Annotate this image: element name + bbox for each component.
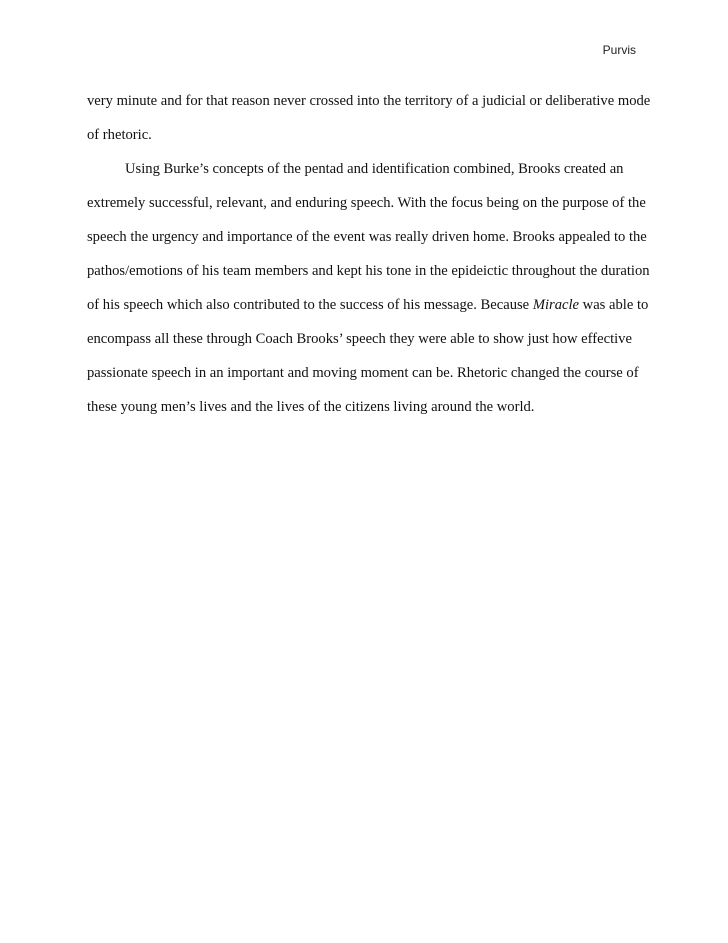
text-line-with-italic bbox=[87, 288, 649, 322]
document-body bbox=[87, 84, 649, 424]
text-line: very minute and for that reason never crossed into the territory of a judicial or deliberative mode bbox=[87, 93, 651, 109]
text-segment: was able to bbox=[579, 297, 649, 313]
text-line: speech the urgency and importance of the event was really driven home. Brooks appealed to the bbox=[87, 229, 647, 245]
text-line: extremely successful, relevant, and enduring speech. With the focus being on the purpose of the bbox=[87, 195, 646, 211]
text-line: Using Burke’s concepts of the pentad and identification combined, Brooks created an bbox=[125, 161, 624, 177]
running-head: Purvis bbox=[602, 43, 636, 57]
paragraph-1 bbox=[87, 84, 649, 152]
text-line: pathos/emotions of his team members and kept his tone in the epideictic throughout the duration bbox=[87, 263, 650, 279]
text-line: of rhetoric. bbox=[87, 127, 152, 143]
text-line: encompass all these through Coach Brooks’ speech they were able to show just how effective bbox=[87, 331, 632, 347]
text-segment: of his speech which also contributed to the success of his message. Because bbox=[87, 297, 533, 313]
text-line: passionate speech in an important and moving moment can be. Rhetoric changed the course of bbox=[87, 365, 639, 381]
text-line: these young men’s lives and the lives of the citizens living around the world. bbox=[87, 399, 535, 415]
paragraph-2 bbox=[87, 152, 649, 424]
italic-title: Miracle bbox=[532, 297, 580, 313]
